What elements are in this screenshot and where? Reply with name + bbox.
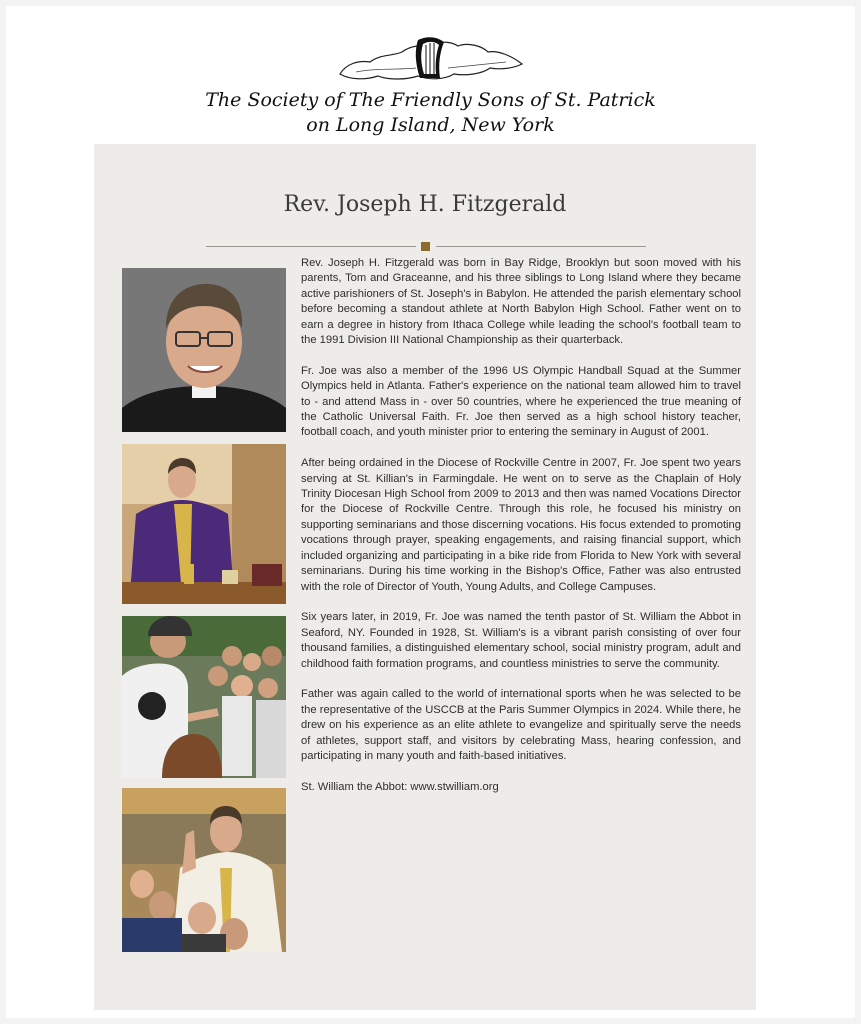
- divider-left: [206, 246, 416, 247]
- society-title: [6, 88, 855, 138]
- biography-text: [301, 256, 741, 811]
- bio-paragraph-4: Six years later, in 2019, Fr. Joe was named the tenth pastor of St. William the Abbot in Seaford, NY. Founded in 1928, St. William's is a vibrant parish consisting of over four thousand families, a distinguished elementary school, social ministry program, adult and childhood faith formation programs, and countless ministries to serve the community.: [301, 611, 741, 670]
- divider-diamond-icon: [421, 242, 430, 251]
- priest-portrait-photo: [122, 268, 286, 432]
- bio-paragraph-1: Rev. Joseph H. Fitzgerald was born in Bay Ridge, Brooklyn but soon moved with his parents, Tom and Graceanne, and his three siblings to Long Island where they became active parishioners of St. Joseph's in Babylon. He attended the parish elementary school before becoming a standout athlete at North Babylon High School. Father went on to earn a degree in history from Ithaca College while leading the school's football team to the 1991 Division III National Championship as their quarterback.: [301, 257, 741, 347]
- parish-website-line: St. William the Abbot: www.stwilliam.org: [301, 780, 499, 793]
- harp-over-long-island-map-icon: [336, 34, 526, 90]
- bio-paragraph-5: Father was again called to the world of international sports when he was selected to be the representative of the USCCB at the Paris Summer Olympics in 2024. While there, he drew on his experience as an elite athlete to evangelize and spiritually serve the needs of athletes, support staff, and visitors by celebrating Mass, hearing confession, and participating in many youth and faith-based initiatives.: [301, 688, 741, 762]
- bio-paragraph-2: Fr. Joe was also a member of the 1996 US Olympic Handball Squad at the Summer Olympics held in Atlanta. Father's experience on the national team allowed him to travel to - and attend Mass in - over 50 countries, where he experienced the true meaning of the Catholic Universal Faith. Fr. Joe then served as a high school history teacher, football coach, and youth minister prior to entering the seminary in August of 2001.: [301, 364, 741, 439]
- profile-panel: [94, 144, 756, 1010]
- celebrating-mass-photo: [122, 444, 286, 604]
- bio-paragraph-3: After being ordained in the Diocese of Rockville Centre in 2007, Fr. Joe spent two years serving at St. Killian's in Farmingdale. He went on to serve as the Chaplain of Holy Trinity Diocesan High School from 2009 to 2013 and then was named Vocations Director for the Diocese of Rockville Centre. Through this role, he focused his ministry on supporting seminarians and those discerning vocations. His focus extended to promoting vocations through prayer, speaking engagements, and raising financial support, which included organizing and participating in a bike ride from Florida to New York with several seminarians. During his time working in the Bishop's Office, Father was also entrusted with the role of Director of Youth, Young Adults, and College Campuses.: [301, 457, 741, 593]
- blessing-crowd-photo: [122, 788, 286, 952]
- bike-ride-photo: [122, 616, 286, 778]
- document-page: [6, 6, 855, 1018]
- profile-name-heading: Rev. Joseph H. Fitzgerald: [283, 192, 567, 217]
- society-title-line2: on Long Island, New York: [306, 114, 555, 136]
- society-title-line1: The Society of The Friendly Sons of St. Patrick: [205, 89, 656, 111]
- divider-right: [436, 246, 646, 247]
